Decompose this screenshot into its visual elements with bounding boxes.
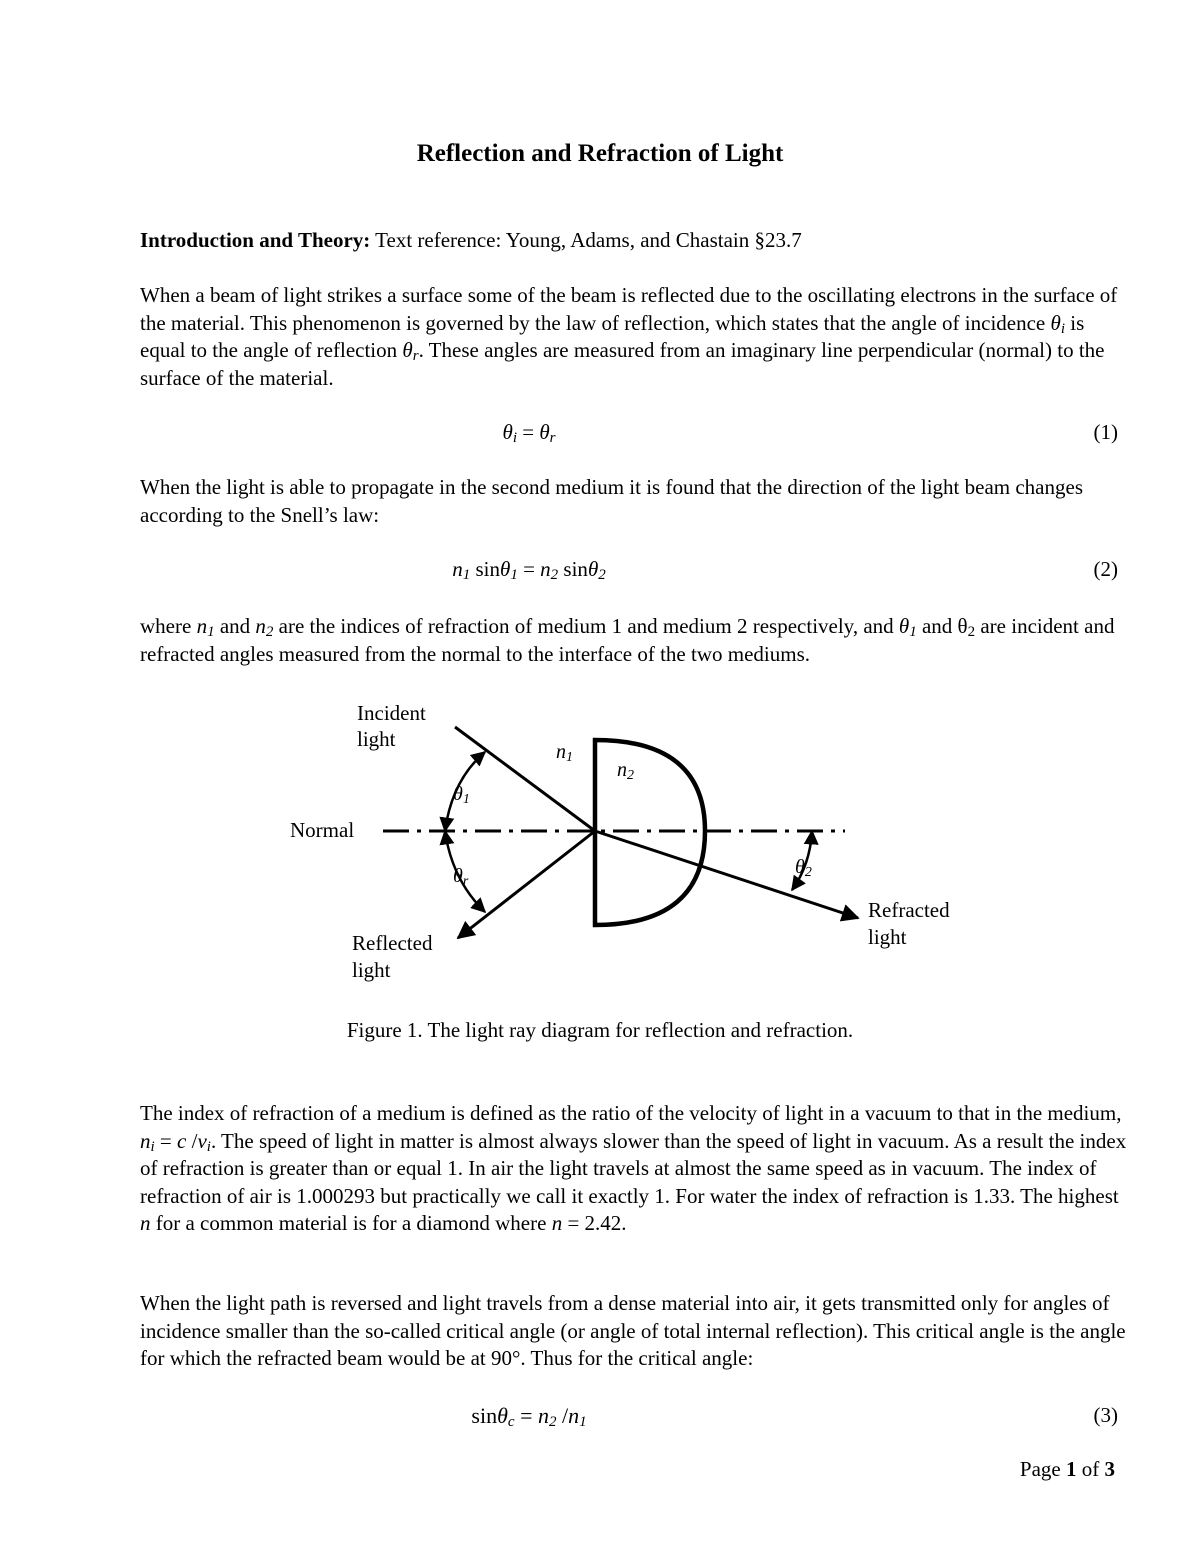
paragraph-critical-angle: When the light path is reversed and light travels from a dense material into air, it gets transmitted only for angles of incidence smaller than the so-called critical angle (or angle of total internal reflection). This critical angle is the angle for which the refracted beam would be at 90°. Thus for the critical angle: xyxy=(140,1291,1126,1370)
equation-3-number: (3) xyxy=(1093,1403,1118,1427)
figure-caption: Figure 1. The light ray diagram for reflection and refraction. xyxy=(346,1018,854,1042)
normal-label: Normal xyxy=(290,818,355,842)
page-title: Reflection and Refraction of Light xyxy=(416,140,784,167)
p1-text-c: . These angles are measured from an imaginary line perpendicular (normal) to the surface of the material. xyxy=(140,338,1105,390)
paragraph-index-definition: The index of refraction of a medium is defined as the ratio of the velocity of light in a vacuum to that in the medium, $n_i = c$ $/v_i$. The speed of light in matter is almost always slower than the speed of light in vacuum. As a result the index of refraction is greater than or equal 1. In air the light travels at almost the same speed as in vacuum. The index of refraction of air is 1.000293 but practically we call it exactly 1. For water the index of refraction is 1.33. The highest n for a common material is for a diamond where n = 2.42. xyxy=(140,1101,1127,1235)
paragraph-snell-terms: where $n_1$ and $n_2$ are the indices of refraction of medium 1 and medium 2 respectively, and $\theta_1$ and $\theta_2$ are incident and refracted angles measured from the normal to the interface of the two mediums. xyxy=(140,614,1115,666)
paragraph-snell-intro: When the light is able to propagate in the second medium it is found that the direction of the light beam changes according to the Snell’s law: xyxy=(140,475,1084,527)
n2-label: n2 xyxy=(617,759,634,783)
paragraph-reflection: When a beam of light strikes a surface some of the beam is reflected due to the oscillating electrons in the surface of the material. This phenomenon is governed by the law of reflection, which states that the angle of incidence $\theta_i$ is equal to the angle of reflection $\theta_r$. These angles are measured from an imaginary line perpendicular (normal) to the surface of the material. xyxy=(140,283,1118,390)
intro-line xyxy=(140,227,1130,255)
incident-label: Incident xyxy=(357,701,426,725)
n1-label: n1 xyxy=(556,741,573,765)
equation-1-formula: $\theta_i = \theta_r$ xyxy=(502,420,556,446)
theta2-label: θ2 xyxy=(795,856,812,880)
reflected-label: Reflected xyxy=(352,931,433,955)
incident-label-2: light xyxy=(357,727,396,751)
text-reference: Text reference: Young, Adams, and Chastain §23.7 xyxy=(370,228,802,252)
thetar-label: θr xyxy=(453,865,469,889)
refracted-label-2: light xyxy=(868,925,907,949)
ray-diagram xyxy=(280,690,980,990)
refracted-ray xyxy=(595,831,858,918)
equation-2-formula: $n_1$ $\sin\theta_1 = n_2$ sinθ$_2$ xyxy=(452,557,606,583)
intro-heading: Introduction and Theory: xyxy=(140,228,371,252)
refracted-label: Refracted xyxy=(868,898,950,922)
thetar-arc xyxy=(445,831,485,912)
theta1-label: θ1 xyxy=(453,783,470,807)
reflected-label-2: light xyxy=(352,958,391,982)
page-number: Page 1 of 3 xyxy=(1019,1457,1115,1481)
p1-text-a: When a beam of light strikes a surface some of the beam is reflected due to the oscillating electrons in the surface of the material. This phenomenon is governed by the law of reflection, which states that the angle of incidence xyxy=(140,283,1118,335)
p1-text-b: is equal to the angle of reflection xyxy=(140,310,1085,362)
equation-3-formula: $\sin\theta_c = n_2$ $/n_1$ xyxy=(471,1403,587,1430)
incident-ray xyxy=(455,727,595,831)
equation-1-number: (1) xyxy=(1093,420,1118,444)
reflected-ray xyxy=(458,831,595,938)
equation-2-number: (2) xyxy=(1093,557,1118,581)
